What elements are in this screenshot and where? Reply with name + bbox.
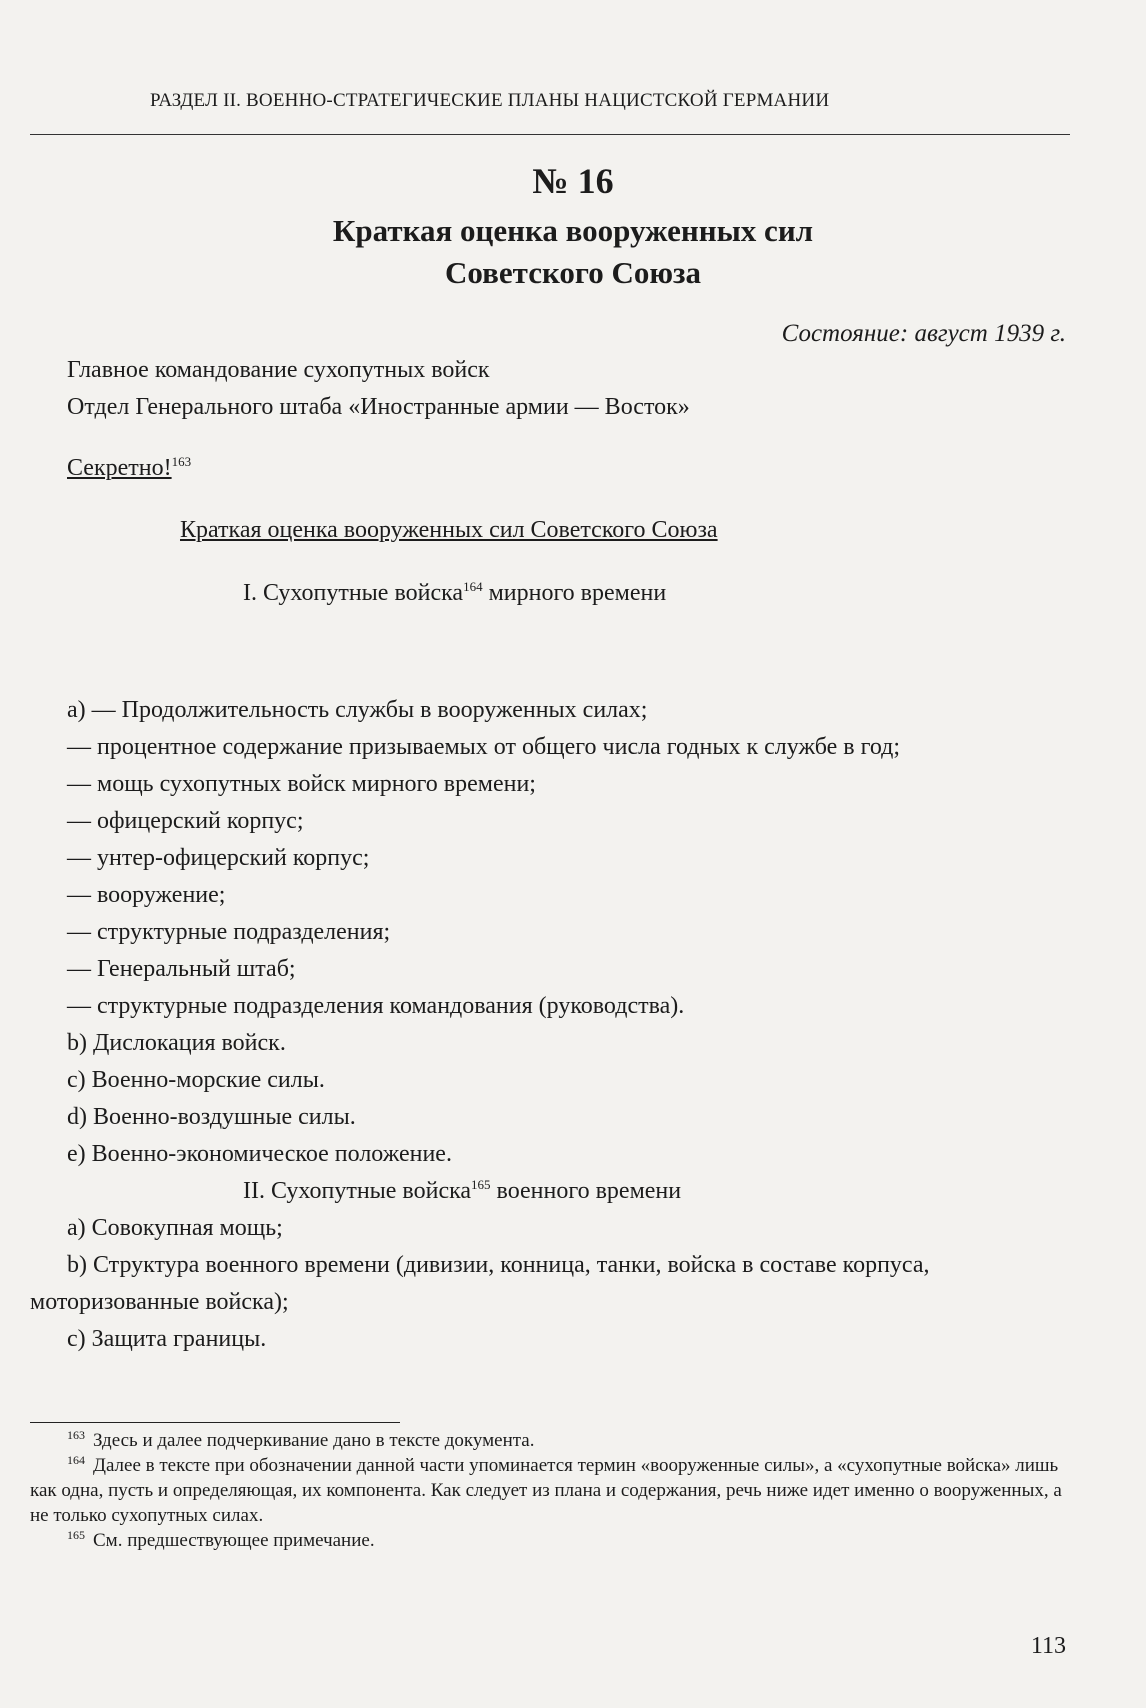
page-number: 113	[1030, 1633, 1066, 1659]
footnote-rule	[30, 1422, 400, 1423]
footnote-text: См. предшествующее примечание.	[93, 1530, 375, 1551]
running-header: РАЗДЕЛ II. ВОЕННО-СТРАТЕГИЧЕСКИЕ ПЛАНЫ НАЦИСТСКОЙ ГЕРМАНИИ	[150, 90, 830, 111]
section-1-heading	[243, 580, 666, 607]
footnote-number: 164	[67, 1452, 85, 1467]
secret-label: Секретно!	[67, 455, 172, 481]
footnote	[30, 1528, 1070, 1553]
list-item: — процентное содержание призываемых от общего числа годных к службе в год;	[67, 734, 901, 760]
list-item: c) Защита границы.	[67, 1326, 267, 1352]
section-1-heading-text: I. Сухопутные войска	[243, 580, 464, 606]
section-2-heading-text: II. Сухопутные войска	[243, 1178, 472, 1204]
list-item: — структурные подразделения командования (руководства).	[67, 993, 685, 1019]
document-state: Состояние: август 1939 г.	[781, 320, 1066, 347]
footnote	[30, 1428, 1070, 1453]
list-item: — вооружение;	[67, 882, 226, 908]
footnote	[30, 1453, 1070, 1528]
list-item: — Генеральный штаб;	[67, 956, 296, 982]
footnote-number: 163	[67, 1427, 85, 1442]
document-title	[0, 210, 1146, 294]
section-1-list	[30, 692, 1070, 1358]
secret-mark	[67, 455, 191, 482]
footnote-text: Здесь и далее подчеркивание дано в тексте документа.	[93, 1430, 535, 1451]
footnote-text: Далее в тексте при обозначении данной части упоминается термин «вооруженные силы», а «сухопутные войска» лишь как одна, пусть и определяющая, их компонента. Как следует из плана и содержания, речь ниже идет именно о вооруженных, а не только сухопутных силах.	[30, 1455, 1062, 1526]
title-line-2: Советского Союза	[444, 255, 702, 290]
origin-line-1: Главное командование сухопутных войск	[67, 357, 490, 383]
section-2-heading-suffix: военного времени	[490, 1178, 682, 1204]
footnote-ref-165: 165	[471, 1177, 491, 1192]
list-item: e) Военно-экономическое положение.	[67, 1141, 452, 1167]
list-item: а) — Продолжительность службы в вооруженных силах;	[67, 697, 648, 723]
footnote-ref-163: 163	[171, 454, 192, 469]
section-2-heading	[30, 1173, 1070, 1210]
footnotes	[30, 1428, 1070, 1553]
list-item: b) Дислокация войск.	[67, 1030, 286, 1056]
header-rule	[30, 134, 1070, 135]
list-item: c) Военно-морские силы.	[67, 1067, 325, 1093]
main-heading: Краткая оценка вооруженных сил Советского Союза	[180, 517, 718, 543]
document-number: № 16	[532, 161, 614, 201]
list-item: — мощь сухопутных войск мирного времени;	[67, 771, 536, 797]
footnote-number: 165	[67, 1527, 85, 1542]
list-item: b) Структура военного времени (дивизии, конница, танки, войска в составе корпуса, моторизованные войска);	[30, 1252, 930, 1315]
list-item: d) Военно-воздушные силы.	[67, 1104, 356, 1130]
list-item: а) Совокупная мощь;	[67, 1215, 283, 1241]
list-item: — офицерский корпус;	[67, 808, 304, 834]
footnote-ref-164: 164	[463, 579, 483, 594]
list-item: — структурные подразделения;	[67, 919, 391, 945]
section-1-heading-suffix: мирного времени	[482, 580, 667, 606]
origin-line-2: Отдел Генерального штаба «Иностранные армии — Восток»	[67, 394, 690, 420]
title-line-1: Краткая оценка вооруженных сил	[332, 213, 814, 248]
list-item: — унтер-офицерский корпус;	[67, 845, 370, 871]
